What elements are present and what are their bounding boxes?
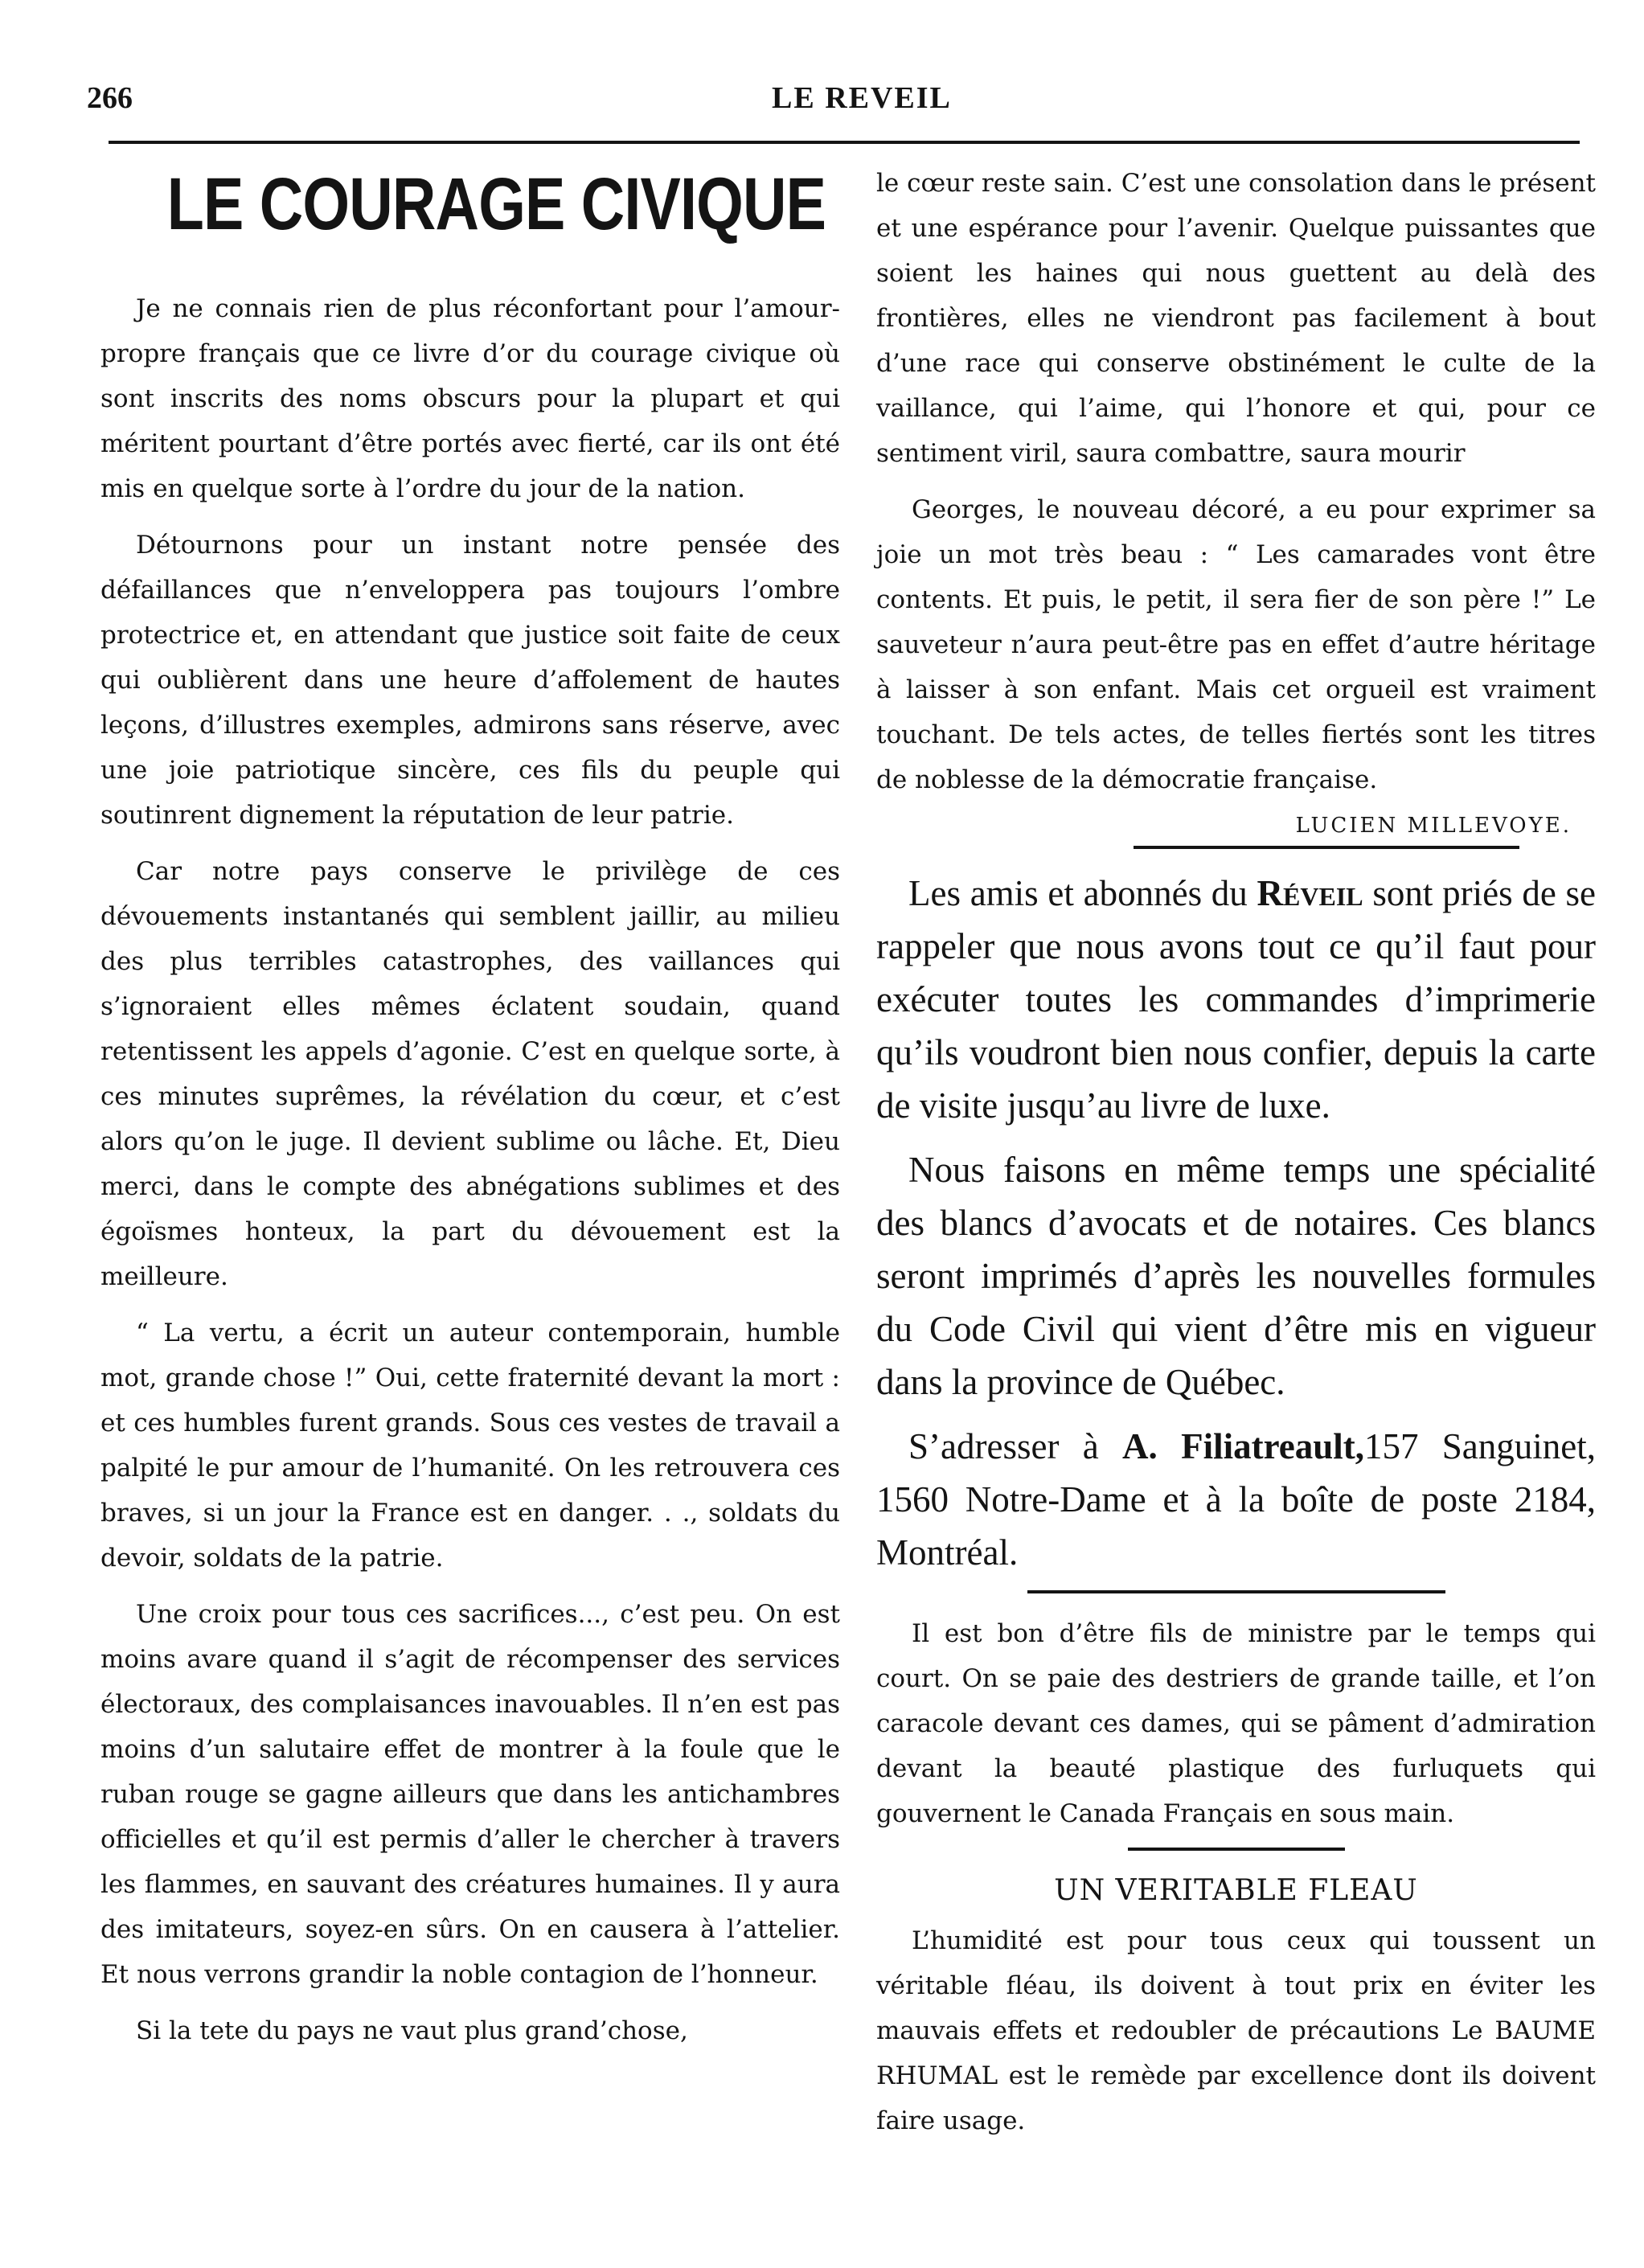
section-divider [1027,1590,1445,1593]
article-paragraph: Détournons pour un instant notre pensée des défaillances que n’enveloppera pas toujours l’ombre protectrice et, en attendant que justice soit faite de ceux qui oublièrent dans une heure d’affolement de hautes leçons, d’illustres exemples, admirons sans réserve, avec une joie patriotique sincère, ces fils du peuple qui soutinrent dignement la réputation de leur patrie. [100,531,840,830]
section-divider [1128,1848,1345,1851]
left-column [100,161,840,2065]
article-signature: LUCIEN MILLEVOYE. [1295,814,1572,838]
brief-paragraph: Il est bon d’être fils de ministre par le temps qui court. On se paie des destriers de grande taille, et l’on caracole devant ces dames, qui se pâment d’admiration devant la beauté plastique des furluquets qui gouvernent le Canada Français en sous main. [876,1619,1596,1828]
notice-paragraph: Nous faisons en même temps une spécialité des blancs d’avocats et de notaires. Ces blancs seront imprimés d’après les nouvelles formules du Code Civil qui vient d’être mis en vigueur dans la province de Québec. [876,1150,1596,1402]
right-column [876,161,1596,2155]
notice-text: sont priés de se rappeler que nous avons tout ce qu’il faut pour exécuter toutes les commandes d’imprimerie qu’ils voudront bien nous confier, depuis la carte de visite jusqu’au livre de luxe. [876,873,1597,1126]
ad-title: UN VERITABLE FLEAU [1054,1874,1418,1907]
notice-text: S’adresser à [908,1426,1099,1466]
page-number: 266 [87,81,133,115]
notice-paragraph [876,1420,1596,1579]
printing-notice [876,867,1596,1579]
ad-paragraph: L’humidité est pour tous ceux qui toussent un véritable fléau, ils doivent à tout prix en éviter les mauvais effets et redoubler de précautions Le BAUME RHUMAL est le remède par excellence dont ils doivent faire usage. [876,1926,1596,2135]
header-rule [109,141,1580,144]
article-paragraph: “ La vertu, a écrit un auteur contemporain, humble mot, grande chose !” Oui, cette fraternité devant la mort : et ces humbles furent grands. Sous ces vestes de travail a palpité le pur amour de l’humanité. On les retrouvera ces braves, si un jour la France est en danger. . ., soldats du devoir, soldats de la patrie. [100,1319,840,1573]
section-divider [1134,846,1519,849]
article-continuation: le cœur reste sain. C’est une consolation dans le présent et une espérance pour l’avenir. Quelque puissantes que soient les haines qui nous guettent au delà des frontières, elles ne viendront pas facilement à bout d’une race qui conserve obstinément le culte de la vaillance, qui l’aime, qui l’honore et qui, pour ce sentiment viril, saura combattre, saura mourir [876,169,1596,468]
notice-paragraph [876,867,1596,1132]
article-paragraph: Si la tete du pays ne vaut plus grand’chose, [136,2016,688,2045]
printer-name: A. Filiatreault, [1122,1426,1364,1466]
article-title: LE COURAGE CIVIQUE [166,163,826,245]
journal-name-inline: Réveil [1257,873,1363,913]
article-paragraph: Je ne connais rien de plus réconfortant pour l’amour-propre français que ce livre d’or du courage civique où sont inscrits des noms obscurs pour la plupart et qui méritent pourtant d’être portés avec fierté, car ils ont été mis en quelque sorte à l’ordre du jour de la nation. [100,294,840,503]
article-paragraph: Car notre pays conserve le privilège de ces dévouements instantanés qui semblent jaillir, au milieu des plus terribles catastrophes, des vaillances qui s’ignoraient elles mêmes éclatent soudain, quand retentissent les appels d’agonie. C’est en quelque sorte, à ces minutes suprêmes, la révélation du cœur, et c’est alors qu’on le juge. Il devient sublime ou lâche. Et, Dieu merci, dans le compte des abnégations sublimes et des égoïsmes honteux, la part du dévouement est la meilleure. [100,857,840,1291]
article-paragraph: Une croix pour tous ces sacrifices..., c’est peu. On est moins avare quand il s’agit de récompenser des services électoraux, des complaisances inavouables. Il n’en est pas moins d’un salutaire effet de montrer à la foule que le ruban rouge se gagne ailleurs que dans les antichambres officielles et qu’il est permis d’aller le chercher à travers les flammes, en sauvant des créatures humaines. Il y aura des imitateurs, soyez-en sûrs. On en causera à l’attelier. Et nous verrons grandir la noble contagion de l’honneur. [100,1600,840,1989]
article-paragraph: Georges, le nouveau décoré, a eu pour exprimer sa joie un mot très beau : “ Les camarades vont être contents. Et puis, le petit, il sera fier de son père !” Le sauveteur n’aura peut-être pas en effet d’autre héritage à laisser à son enfant. Mais cet orgueil est vraiment touchant. De tels actes, de telles fiertés sont les titres de noblesse de la démocratie française. [876,495,1596,794]
journal-name: LE REVEIL [772,81,952,115]
notice-text: Les amis et abonnés du [908,873,1248,913]
notice-text: 157 Sanguinet, 1560 Notre-Dame et à la boîte de poste 2184, Montréal. [876,1426,1597,1573]
